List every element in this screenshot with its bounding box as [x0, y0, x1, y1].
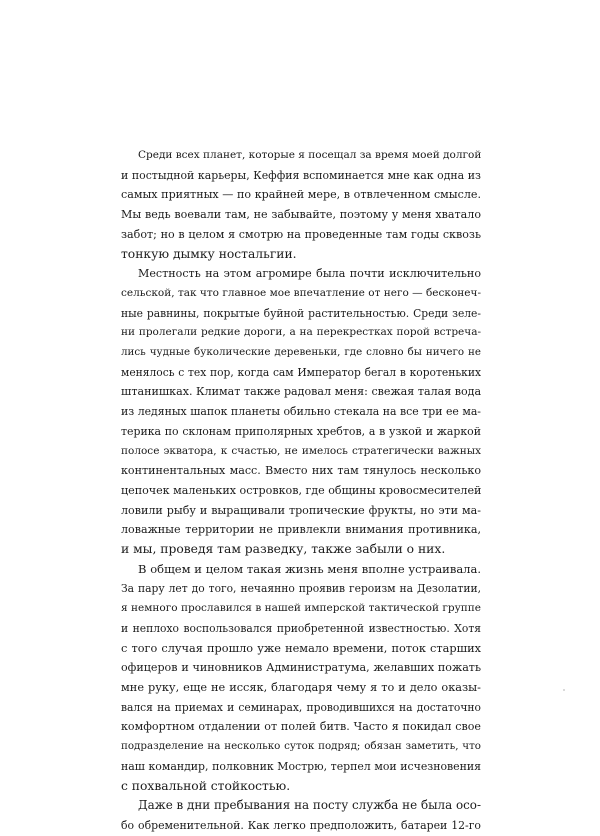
text-line: сельской, так что главное мое впечатление от него — бесконеч- — [121, 286, 481, 299]
text-line: Среди всех планет, которые я посещал за время моей долгой — [138, 149, 481, 161]
text-line: континентальных масс. Вместо них там тянулось несколько — [121, 464, 481, 478]
text-line: полосе экватора, к счастью, не имелось стратегически важных — [121, 444, 481, 457]
text-line: наш командир, полковник Мострю, терпел мои исчезновения — [121, 759, 481, 773]
text-line: офицеров и чиновников Администратума, желавших пожать — [121, 661, 481, 675]
text-line: штанишках. Климат также радовал меня: свежая талая вода — [121, 385, 481, 399]
paper-speck — [563, 689, 565, 691]
paragraph-2 — [121, 264, 481, 560]
text-line: ловажные территории не привлекли внимания противника, — [121, 523, 481, 537]
text-line: и постыдной карьеры, Кеффия вспоминается мне как одна из — [121, 168, 481, 182]
text-line: с того случая прошло уже немало времени, поток старших — [121, 641, 481, 655]
text-line: подразделение на несколько суток подряд; обязан заметить, что — [121, 740, 481, 753]
text-line: комфортном отдалении от полей битв. Часто я покидал свое — [121, 720, 481, 734]
text-line: и неплохо воспользовался приобретенной известностью. Хотя — [121, 621, 481, 635]
text-line: цепочек маленьких островков, где общины кровосмесителей — [121, 483, 481, 497]
text-line: я немного прославился в нашей имперской тактической группе — [121, 602, 481, 615]
text-line: лись чудные буколические деревеньки, где словно бы ничего не — [121, 346, 481, 359]
text-line: бо обременительной. Как легко предположить, батареи 12-го — [121, 818, 481, 832]
text-line: ные равнины, покрытые буйной растительностью. Среди зеле- — [121, 306, 481, 320]
paragraph-3 — [121, 560, 481, 796]
text-line: самых приятных — по крайней мере, в отвлеченном смысле. — [121, 188, 481, 202]
text-line: За пару лет до того, нечаянно проявив героизм на Дезолатии, — [121, 582, 481, 596]
text-line: Местность на этом агромире была почти исключительно — [138, 267, 481, 281]
text-line: Мы ведь воевали там, не забывайте, поэтому у меня хватало — [121, 208, 481, 222]
body-text — [121, 146, 481, 836]
text-line: ни пролегали редкие дороги, а на перекрестках порой встреча- — [121, 326, 481, 339]
text-line: с похвальной стойкостью. — [121, 778, 291, 793]
text-line: Даже в дни пребывания на посту служба не была осо- — [138, 798, 481, 813]
text-line: мне руку, еще не иссяк, благодаря чему я то и дело оказы- — [121, 680, 481, 694]
text-line: В общем и целом такая жизнь меня вполне устраивала. — [138, 561, 481, 576]
text-line: тонкую дымку ностальгии. — [121, 246, 297, 261]
text-line: забот; но в целом я смотрю на проведенные там годы сквозь — [121, 227, 481, 241]
text-line: терика по склонам приполярных хребтов, а в узкой и жаркой — [121, 424, 481, 438]
paragraph-1 — [121, 146, 481, 264]
text-line: и мы, проведя там разведку, также забыли о них. — [121, 542, 446, 557]
paragraph-4 — [121, 796, 481, 835]
text-line: из ледяных шапок планеты обильно стекала на все три ее ма- — [121, 405, 481, 419]
text-line: ловили рыбу и выращивали тропические фрукты, но эти ма- — [121, 503, 481, 517]
text-line: менялось с тех пор, когда сам Император бегал в коротеньких — [121, 365, 481, 379]
text-line: вался на приемах и семинарах, проводившихся на достаточно — [121, 700, 481, 714]
